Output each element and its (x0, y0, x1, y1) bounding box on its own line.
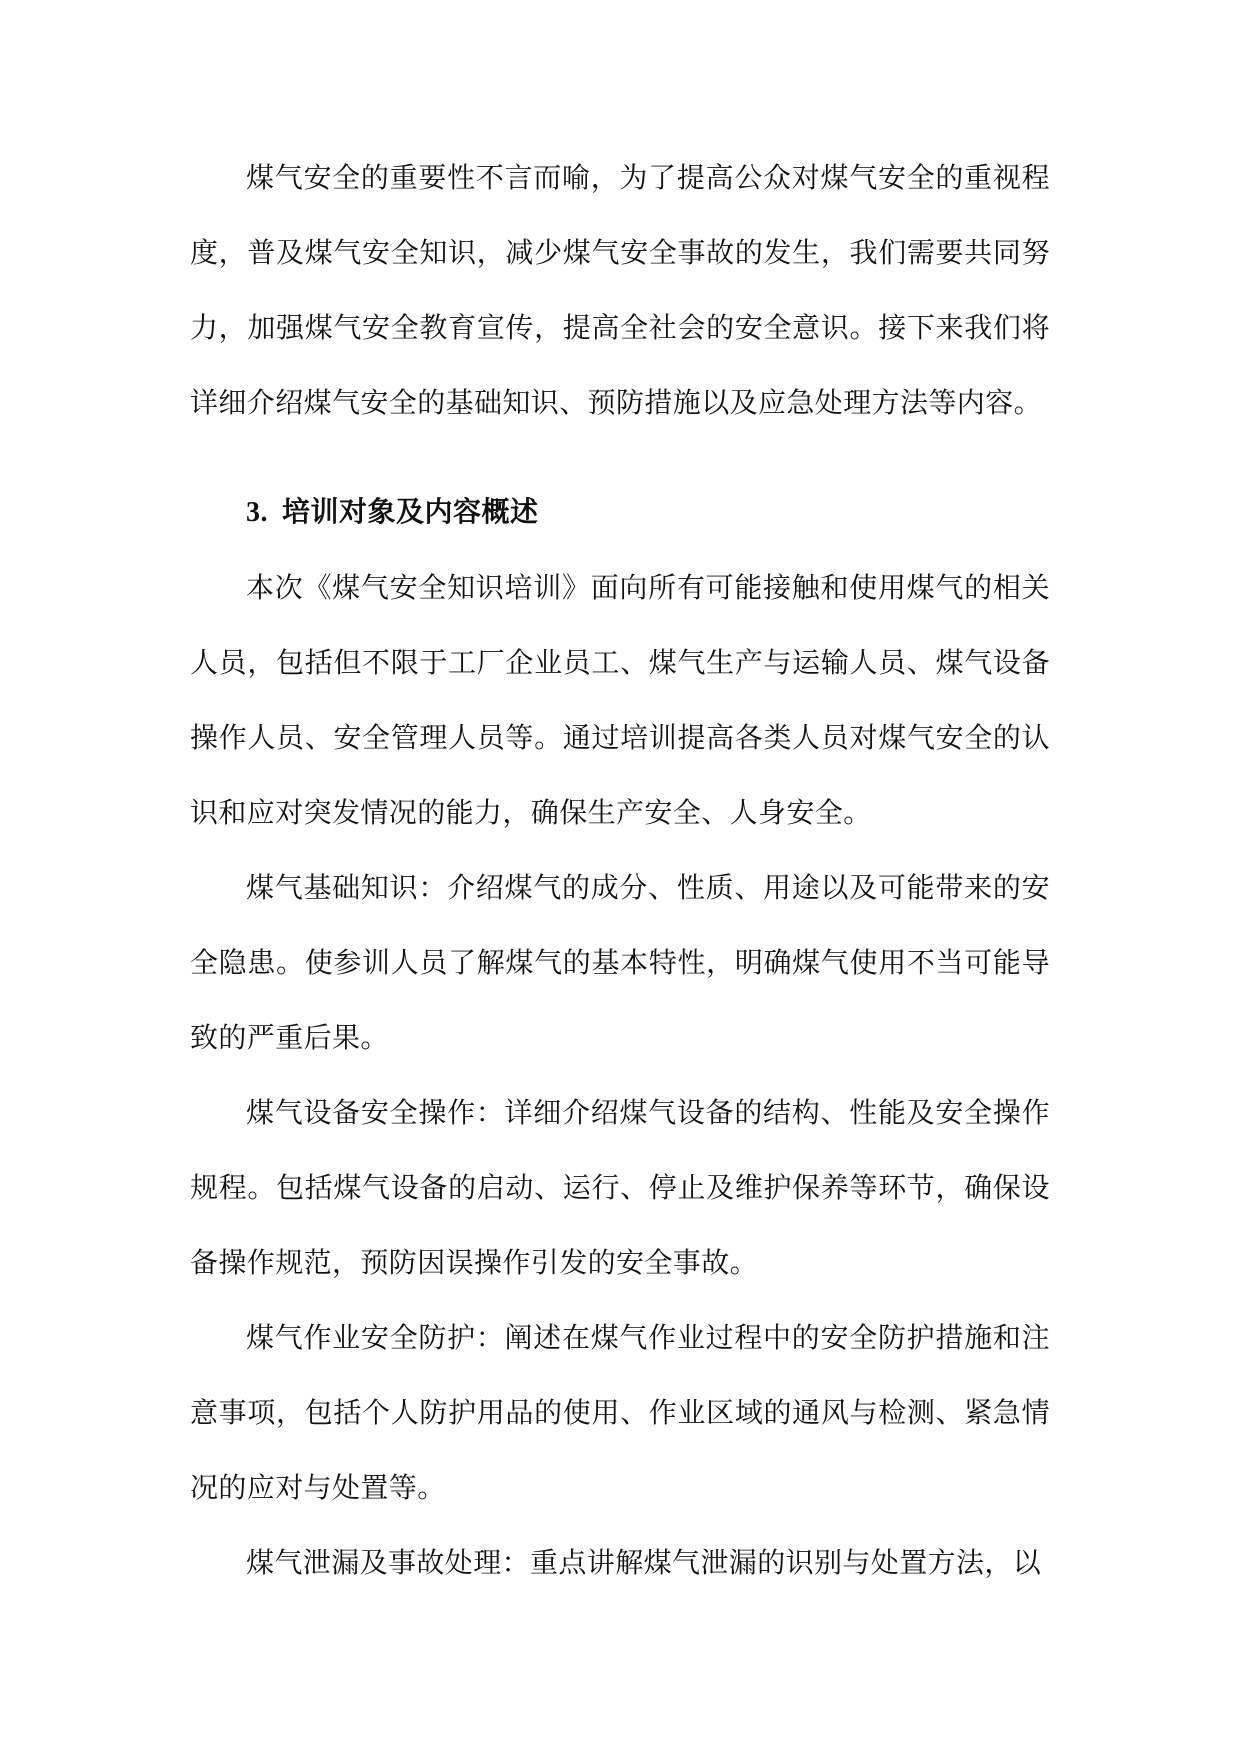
paragraph-gas-basics: 煤气基础知识：介绍煤气的成分、性质、用途以及可能带来的安全隐患。使参训人员了解煤气的基本特性，明确煤气使用不当可能导致的严重后果。 (190, 871, 1050, 1054)
document-body (190, 140, 1050, 1600)
paragraph-equipment-operation: 煤气设备安全操作：详细介绍煤气设备的结构、性能及安全操作规程。包括煤气设备的启动、运行、停止及维护保养等环节，确保设备操作规范，预防因误操作引发的安全事故。 (190, 1096, 1050, 1279)
section-heading (190, 474, 1050, 550)
spacer (190, 440, 1050, 474)
paragraph-work-protection: 煤气作业安全防护：阐述在煤气作业过程中的安全防护措施和注意事项，包括个人防护用品的使用、作业区域的通风与检测、紧急情况的应对与处置等。 (190, 1321, 1050, 1504)
section-title: 培训对象及内容概述 (282, 495, 539, 528)
paragraph-intro: 煤气安全的重要性不言而喻，为了提高公众对煤气安全的重视程度，普及煤气安全知识，减少煤气安全事故的发生，我们需要共同努力，加强煤气安全教育宣传，提高全社会的安全意识。接下来我们将详细介绍煤气安全的基础知识、预防措施以及应急处理方法等内容。 (190, 161, 1050, 419)
paragraph-leak-handling: 煤气泄漏及事故处理：重点讲解煤气泄漏的识别与处置方法，以 (246, 1546, 1042, 1579)
section-number: 3. (246, 497, 268, 528)
paragraph-audience: 本次《煤气安全知识培训》面向所有可能接触和使用煤气的相关人员，包括但不限于工厂企业员工、煤气生产与运输人员、煤气设备操作人员、安全管理人员等。通过培训提高各类人员对煤气安全的认识和应对突发情况的能力，确保生产安全、人身安全。 (190, 571, 1050, 829)
